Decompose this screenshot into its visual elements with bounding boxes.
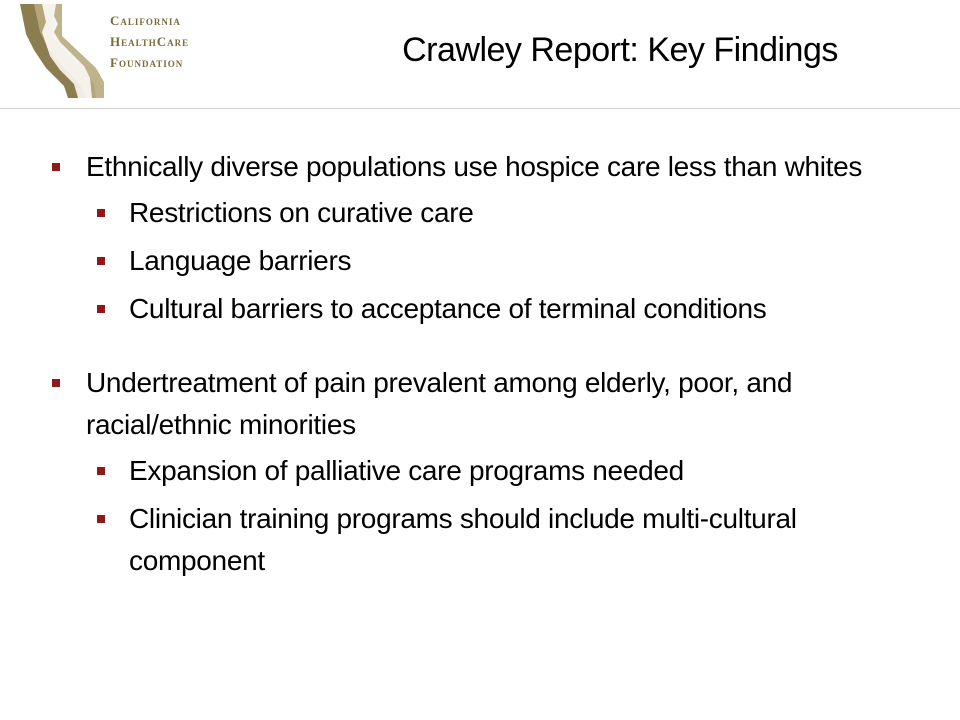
title-divider [0,108,960,109]
sub-bullet-item [95,450,932,492]
sub-bullet-text: Cultural barriers to acceptance of terminal conditions [129,293,767,324]
foundation-logo [16,2,202,100]
logo-line-3: Foundation [110,55,184,70]
spacer [52,330,932,362]
logo-wordmark [110,10,206,73]
bullet-text: Undertreatment of pain prevalent among elderly, poor, and racial/ethnic minorities [86,367,793,440]
sub-bullet-item [95,240,932,282]
bullet-list [52,146,932,582]
sub-bullet-item [95,288,932,330]
sub-bullet-text: Expansion of palliative care programs needed [129,455,684,486]
logo-line-1: California [110,13,181,28]
bullet-item [52,362,932,446]
sub-bullet-item [95,498,932,582]
sub-bullet-text: Restrictions on curative care [129,197,474,228]
square-bullet-icon [97,209,105,217]
logo-line-2: HealthCare [110,34,190,49]
sub-bullet-text: Clinician training programs should include multi-cultural component [129,503,797,576]
sub-bullet-item [95,192,932,234]
california-state-outline-icon [16,2,106,100]
square-bullet-icon [97,467,105,475]
bullet-text: Ethnically diverse populations use hospice care less than whites [86,151,863,182]
square-bullet-icon [97,515,105,523]
square-bullet-icon [52,379,60,387]
square-bullet-icon [97,257,105,265]
bullet-item [52,146,932,188]
square-bullet-icon [52,163,60,171]
slide-title: Crawley Report: Key Findings [402,31,838,69]
square-bullet-icon [97,305,105,313]
sub-bullet-text: Language barriers [129,245,352,276]
